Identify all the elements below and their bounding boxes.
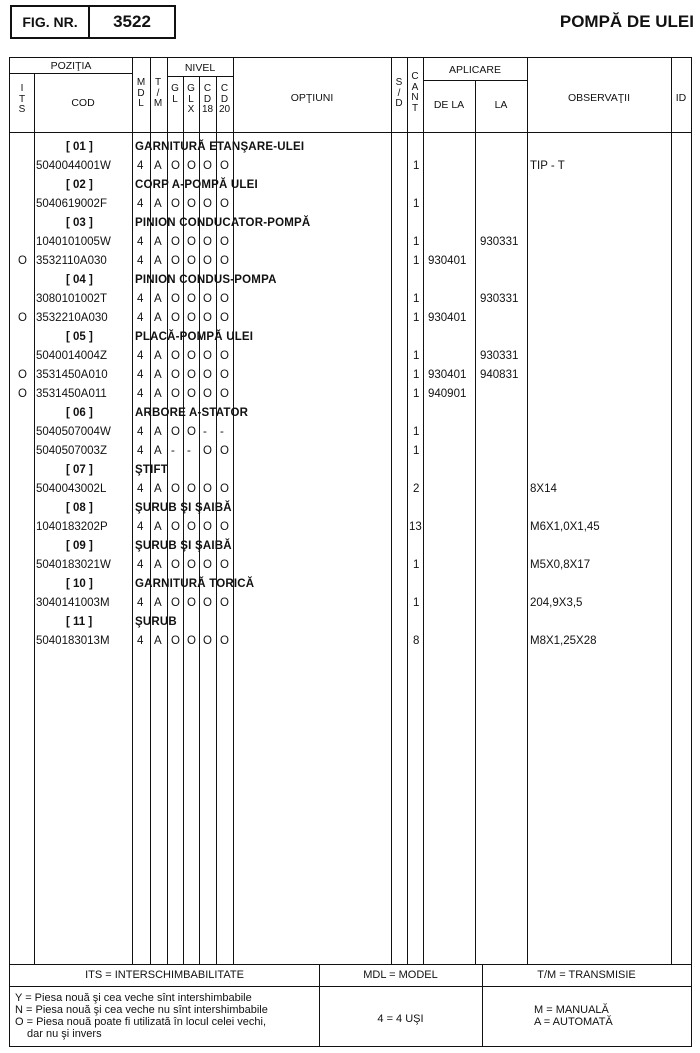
nivel-marker: O: [220, 160, 229, 172]
footer-n-line: N = Piesa nouă şi cea veche nu sînt intershimbabile: [15, 1004, 268, 1016]
nivel-marker: O: [220, 597, 229, 609]
transmission-value: A: [154, 350, 162, 362]
col-nivel-cd18: C D 18: [201, 83, 214, 115]
nivel-marker: O: [220, 236, 229, 248]
nivel-marker: O: [171, 635, 180, 647]
part-group-name: CORP A-POMPĂ ULEI: [135, 179, 258, 191]
nivel-marker: O: [203, 369, 212, 381]
col-cant: C A N T: [411, 71, 419, 114]
model-value: 4: [137, 312, 144, 324]
col-pozitia: POZIŢIA: [50, 60, 92, 72]
nivel-marker: O: [203, 483, 212, 495]
part-code: 1040101005W: [36, 236, 111, 248]
table-row: [10, 385, 691, 404]
col-optiuni: OPŢIUNI: [290, 92, 334, 104]
model-value: 4: [137, 198, 144, 210]
col-tm: T / M: [153, 77, 163, 109]
nivel-marker: O: [187, 236, 196, 248]
transmission-value: A: [154, 369, 162, 381]
position-number: [ 05 ]: [66, 331, 93, 343]
quantity-value: 1: [413, 236, 420, 248]
footer-o-line2: dar nu şi invers: [27, 1028, 102, 1040]
transmission-value: A: [154, 160, 162, 172]
part-code: 3080101002T: [36, 293, 107, 305]
nivel-marker: O: [203, 293, 212, 305]
part-group-name: GARNITURĂ ETANŞARE-ULEI: [135, 141, 305, 153]
model-value: 4: [137, 445, 144, 457]
model-value: 4: [137, 426, 144, 438]
nivel-marker: O: [187, 312, 196, 324]
nivel-marker: O: [187, 388, 196, 400]
nivel-marker: O: [187, 483, 196, 495]
apply-to-value: 930331: [480, 236, 519, 248]
group-header-row: [10, 176, 691, 195]
footer-tm-manual: M = MANUALĂ: [534, 1004, 609, 1016]
col-aplicare: APLICARE: [449, 64, 501, 76]
nivel-marker: -: [220, 426, 224, 438]
table-row: [10, 309, 691, 328]
nivel-marker: O: [171, 369, 180, 381]
table-row: [10, 290, 691, 309]
its-marker: O: [18, 312, 27, 324]
group-header-row: [10, 537, 691, 556]
col-id: ID: [675, 92, 687, 104]
footer-mdl-value: 4 = 4 UŞI: [377, 1013, 424, 1025]
quantity-value: 2: [413, 483, 420, 495]
model-value: 4: [137, 559, 144, 571]
table-row: [10, 594, 691, 613]
quantity-value: 1: [413, 445, 420, 457]
part-group-name: PINION CONDUCATOR-POMPĂ: [135, 217, 311, 229]
nivel-marker: O: [220, 369, 229, 381]
footer-tm-definition: T/M = TRANSMISIE: [537, 969, 636, 981]
part-code: 1040183202P: [36, 521, 108, 533]
quantity-value: 1: [413, 369, 420, 381]
quantity-value: 1: [413, 388, 420, 400]
its-marker: O: [18, 388, 27, 400]
col-observatii: OBSERVAŢII: [567, 92, 631, 104]
position-number: [ 06 ]: [66, 407, 93, 419]
its-marker: O: [18, 369, 27, 381]
group-header-row: [10, 404, 691, 423]
group-header-row: [10, 271, 691, 290]
part-code: 5040014004Z: [36, 350, 107, 362]
nivel-marker: O: [171, 236, 180, 248]
transmission-value: A: [154, 521, 162, 533]
nivel-marker: O: [203, 388, 212, 400]
nivel-marker: O: [203, 445, 212, 457]
transmission-value: A: [154, 293, 162, 305]
apply-to-value: 930331: [480, 350, 519, 362]
part-code: 5040044001W: [36, 160, 111, 172]
page-title: POMPĂ DE ULEI: [559, 12, 694, 31]
part-code: 5040507003Z: [36, 445, 107, 457]
observation-value: 8X14: [530, 483, 557, 495]
part-code: 3532210A030: [36, 312, 108, 324]
position-number: [ 03 ]: [66, 217, 93, 229]
group-header-row: [10, 214, 691, 233]
table-row: [10, 442, 691, 461]
part-group-name: ŞTIFT: [135, 464, 168, 476]
nivel-marker: O: [203, 350, 212, 362]
model-value: 4: [137, 388, 144, 400]
observation-value: TIP - T: [530, 160, 565, 172]
nivel-marker: O: [171, 521, 180, 533]
position-number: [ 09 ]: [66, 540, 93, 552]
model-value: 4: [137, 293, 144, 305]
footer-tm-automatic: A = AUTOMATĂ: [534, 1016, 613, 1028]
col-nivel: NIVEL: [184, 62, 216, 74]
quantity-value: 1: [413, 559, 420, 571]
observation-value: M8X1,25X28: [530, 635, 597, 647]
quantity-value: 1: [413, 293, 420, 305]
position-number: [ 04 ]: [66, 274, 93, 286]
table-row: [10, 480, 691, 499]
transmission-value: A: [154, 559, 162, 571]
nivel-marker: O: [171, 597, 180, 609]
nivel-marker: O: [203, 635, 212, 647]
observation-value: M6X1,0X1,45: [530, 521, 600, 533]
nivel-marker: O: [203, 255, 212, 267]
model-value: 4: [137, 369, 144, 381]
col-nivel-gl: G L: [171, 83, 179, 105]
observation-value: 204,9X3,5: [530, 597, 583, 609]
part-group-name: ARBORE A-STATOR: [135, 407, 249, 419]
nivel-marker: O: [220, 521, 229, 533]
nivel-marker: O: [203, 312, 212, 324]
nivel-marker: O: [171, 426, 180, 438]
model-value: 4: [137, 236, 144, 248]
nivel-marker: O: [203, 521, 212, 533]
part-group-name: ŞURUB ŞI ŞAIBĂ: [135, 502, 232, 514]
group-header-row: [10, 575, 691, 594]
part-group-name: PLACĂ-POMPĂ ULEI: [135, 331, 254, 343]
nivel-marker: O: [187, 521, 196, 533]
nivel-marker: O: [220, 559, 229, 571]
nivel-marker: O: [203, 559, 212, 571]
quantity-value: 1: [413, 255, 420, 267]
table-row: [10, 252, 691, 271]
part-group-name: ŞURUB ŞI ŞAIBĂ: [135, 540, 232, 552]
observation-value: M5X0,8X17: [530, 559, 591, 571]
nivel-marker: O: [187, 426, 196, 438]
nivel-marker: -: [203, 426, 207, 438]
part-code: 3531450A010: [36, 369, 108, 381]
group-header-row: [10, 138, 691, 157]
quantity-value: 1: [413, 597, 420, 609]
transmission-value: A: [154, 426, 162, 438]
part-code: 5040507004W: [36, 426, 111, 438]
nivel-marker: O: [220, 388, 229, 400]
col-de-la: DE LA: [433, 99, 465, 111]
part-code: 3040141003M: [36, 597, 110, 609]
transmission-value: A: [154, 236, 162, 248]
model-value: 4: [137, 597, 144, 609]
model-value: 4: [137, 160, 144, 172]
apply-from-value: 930401: [428, 312, 467, 324]
part-group-name: GARNITURĂ TORICĂ: [135, 578, 255, 590]
apply-to-value: 940831: [480, 369, 519, 381]
figure-number: 3522: [113, 12, 151, 31]
transmission-value: A: [154, 312, 162, 324]
nivel-marker: O: [187, 160, 196, 172]
nivel-marker: O: [203, 597, 212, 609]
transmission-value: A: [154, 635, 162, 647]
part-code: 3532110A030: [36, 255, 107, 267]
nivel-marker: O: [203, 236, 212, 248]
nivel-marker: O: [220, 198, 229, 210]
footer-y-line: Y = Piesa nouă şi cea veche sînt intershimbabile: [15, 992, 252, 1004]
nivel-marker: O: [171, 388, 180, 400]
nivel-marker: O: [171, 198, 180, 210]
footer-o-line1: O = Piesa nouă poate fi utilizată în locul celei vechi,: [15, 1016, 267, 1028]
nivel-marker: O: [220, 635, 229, 647]
quantity-value: 1: [413, 312, 420, 324]
col-its: I T S: [18, 83, 26, 115]
group-header-row: [10, 499, 691, 518]
apply-to-value: 930331: [480, 293, 519, 305]
part-code: 5040183021W: [36, 559, 111, 571]
col-nivel-glx: G L X: [187, 83, 195, 115]
transmission-value: A: [154, 597, 162, 609]
col-la: LA: [494, 99, 508, 111]
quantity-value: 1: [413, 426, 420, 438]
position-number: [ 07 ]: [66, 464, 93, 476]
nivel-marker: O: [187, 597, 196, 609]
table-row: [10, 347, 691, 366]
nivel-marker: O: [171, 350, 180, 362]
table-row: [10, 157, 691, 176]
part-group-name: PINION CONDUS-POMPA: [135, 274, 277, 286]
figure-number-box: [10, 5, 176, 39]
its-marker: O: [18, 255, 27, 267]
table-row: [10, 632, 691, 651]
position-number: [ 02 ]: [66, 179, 93, 191]
position-number: [ 10 ]: [66, 578, 93, 590]
nivel-marker: O: [203, 160, 212, 172]
model-value: 4: [137, 483, 144, 495]
nivel-marker: O: [220, 483, 229, 495]
col-sd: S / D: [395, 77, 403, 109]
group-header-row: [10, 461, 691, 480]
table-row: [10, 195, 691, 214]
apply-from-value: 930401: [428, 255, 467, 267]
nivel-marker: O: [171, 312, 180, 324]
quantity-value: 1: [413, 350, 420, 362]
nivel-marker: O: [187, 635, 196, 647]
part-code: 5040619002F: [36, 198, 107, 210]
model-value: 4: [137, 635, 144, 647]
col-mdl: M D L: [136, 77, 146, 109]
nivel-marker: -: [171, 445, 175, 457]
apply-from-value: 940901: [428, 388, 467, 400]
model-value: 4: [137, 350, 144, 362]
model-value: 4: [137, 521, 144, 533]
nivel-marker: O: [187, 255, 196, 267]
part-code: 3531450A011: [36, 388, 107, 400]
table-row: [10, 233, 691, 252]
nivel-marker: O: [187, 559, 196, 571]
group-header-row: [10, 613, 691, 632]
model-value: 4: [137, 255, 144, 267]
nivel-marker: O: [220, 312, 229, 324]
figure-label: FIG. NR.: [12, 7, 90, 37]
col-cod: COD: [71, 97, 95, 109]
nivel-marker: O: [187, 369, 196, 381]
table-row: [10, 366, 691, 385]
col-nivel-cd20: C D 20: [218, 83, 231, 115]
quantity-value: 1: [413, 198, 420, 210]
nivel-marker: O: [220, 350, 229, 362]
transmission-value: A: [154, 483, 162, 495]
table-row: [10, 518, 691, 537]
quantity-value: 1: [413, 160, 420, 172]
quantity-value: 8: [413, 635, 420, 647]
nivel-marker: O: [171, 483, 180, 495]
parts-table: [9, 57, 692, 1047]
quantity-value: 13: [409, 521, 422, 533]
transmission-value: A: [154, 198, 162, 210]
position-number: [ 01 ]: [66, 141, 93, 153]
nivel-marker: O: [220, 445, 229, 457]
nivel-marker: O: [220, 293, 229, 305]
nivel-marker: O: [171, 293, 180, 305]
transmission-value: A: [154, 445, 162, 457]
part-code: 5040043002L: [36, 483, 107, 495]
nivel-marker: O: [203, 198, 212, 210]
position-number: [ 08 ]: [66, 502, 93, 514]
nivel-marker: O: [171, 559, 180, 571]
nivel-marker: O: [171, 160, 180, 172]
part-group-name: ŞURUB: [135, 616, 177, 628]
apply-from-value: 930401: [428, 369, 467, 381]
nivel-marker: O: [220, 255, 229, 267]
position-number: [ 11 ]: [66, 616, 93, 628]
nivel-marker: O: [187, 293, 196, 305]
nivel-marker: O: [187, 350, 196, 362]
table-row: [10, 556, 691, 575]
footer-mdl-definition: MDL = MODEL: [363, 969, 438, 981]
group-header-row: [10, 328, 691, 347]
footer-its-definition: ITS = INTERSCHIMBABILITATE: [85, 969, 244, 981]
table-row: [10, 423, 691, 442]
nivel-marker: -: [187, 445, 191, 457]
nivel-marker: O: [187, 198, 196, 210]
part-code: 5040183013M: [36, 635, 110, 647]
transmission-value: A: [154, 388, 162, 400]
nivel-marker: O: [171, 255, 180, 267]
transmission-value: A: [154, 255, 162, 267]
